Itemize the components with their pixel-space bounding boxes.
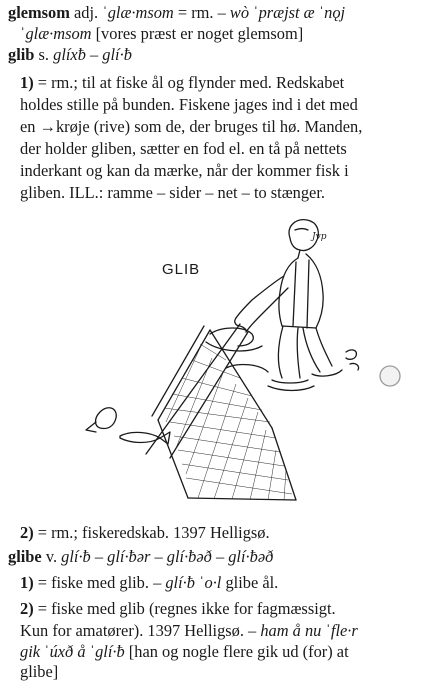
pronunciation: ˈglæ·msom: [102, 3, 174, 22]
inflection-forms: glí·ƀ – glí·ƀər – glí·ƀəð – glí·ƀəð: [61, 547, 274, 566]
entry-glemsom-line-1: [8, 3, 345, 23]
entry-glibe-line-1: [8, 547, 273, 567]
definition-text: en →krøje (rive) som de, der bruges til hø. Manden,: [20, 117, 363, 136]
glib-fishing-illustration: [0, 208, 438, 518]
headword-glemsom: glemsom: [8, 3, 70, 22]
sense-number: 2): [20, 523, 34, 542]
example-dialect: wò ˈpræjst æ ˈnǫj: [229, 3, 346, 22]
example-dialect: ˈglæ·msom: [20, 24, 92, 43]
entry-glibe-sense-2-line-2: [20, 621, 358, 641]
definition-text: Kun for amatører). 1397 Helligsø. –: [20, 621, 261, 640]
headword-glib: glib: [8, 45, 35, 64]
example-translation: [han og nogle flere gik ud (for) at: [124, 642, 349, 661]
sense-number: 1): [20, 73, 34, 92]
entry-glib-sense-1-line-2: [20, 95, 358, 115]
definition-text: = rm.; fiskeredskab. 1397 Helligsø.: [33, 523, 270, 542]
pos-label: adj.: [74, 3, 99, 22]
sense-number: 1): [20, 573, 34, 592]
fisherman-drawing: [86, 220, 400, 500]
illustrator-signature: Jvp: [312, 232, 327, 242]
entry-glib-sense-1-line-6: [20, 183, 325, 203]
headword-glibe: glibe: [8, 547, 42, 566]
entry-glibe-sense-2-line-1: [20, 599, 336, 619]
example-translation: glibe ål.: [221, 573, 279, 592]
definition-text: der holder gliben, sætter en fod el. en tå på nettets: [20, 139, 347, 158]
example-dialect: glí·ƀ ˈo·l: [165, 573, 222, 592]
definition-text: gliben. ILL.: ramme – sider – net – to stænger.: [20, 183, 325, 202]
entry-glib-sense-1-line-3: [20, 117, 362, 137]
example-dialect: ham å nu ˈfle·r: [260, 621, 358, 640]
entry-glibe-sense-1: [20, 573, 278, 593]
entry-glemsom-line-2: [20, 24, 303, 44]
entry-glib-line-1: [8, 45, 132, 65]
gloss-text: = rm. –: [173, 3, 230, 22]
entry-glibe-sense-2-line-3: [20, 642, 349, 662]
example-translation: [vores præst er noget glemsom]: [91, 24, 304, 43]
definition-text: = fiske med glib (regnes ikke for fagmæssigt.: [33, 599, 336, 618]
pos-label: v.: [45, 547, 58, 566]
pos-label: s.: [38, 45, 50, 64]
definition-text: holdes stille på bunden. Fiskene jages ind i det med: [20, 95, 358, 114]
sense-number: 2): [20, 599, 34, 618]
entry-glib-sense-2: [20, 523, 270, 543]
definition-text: = rm.; til at fiske ål og flynder med. Redskabet: [33, 73, 345, 92]
illustration-label: GLIB: [162, 261, 201, 278]
example-translation: glibe]: [20, 662, 59, 681]
entry-glib-sense-1-line-5: [20, 161, 349, 181]
entry-glibe-sense-2-line-4: [20, 662, 58, 682]
inflection-forms: glíxƀ – glí·ƀ: [53, 45, 132, 64]
example-dialect: gik ˈúxð å ˈglí·ƀ: [20, 642, 125, 661]
entry-glib-sense-1-line-4: [20, 139, 347, 159]
definition-text: inderkant og kan da mærke, når der kommer fisk i: [20, 161, 349, 180]
entry-glib-sense-1-line-1: [20, 73, 344, 93]
definition-text: = fiske med glib. –: [33, 573, 166, 592]
